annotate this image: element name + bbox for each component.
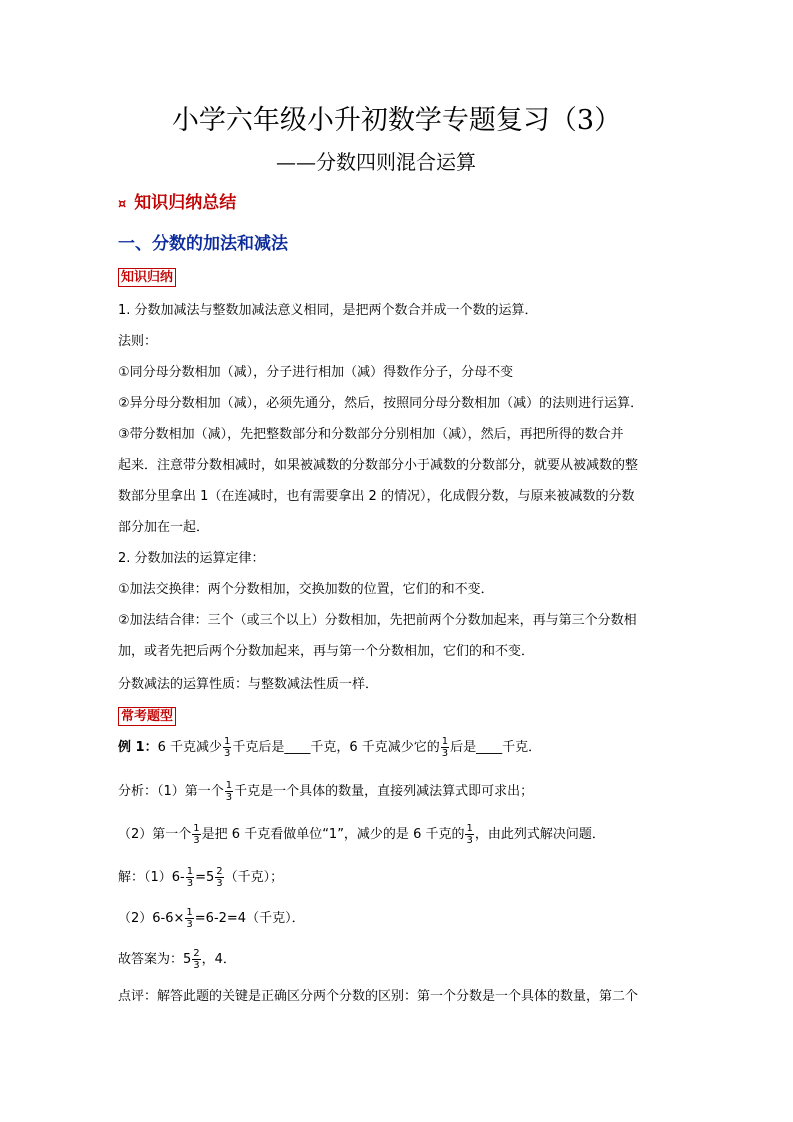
fraction (186, 866, 194, 889)
fraction-numerator: 1 (441, 736, 449, 747)
text-span: 6 千克减少 (157, 740, 222, 755)
fraction-denominator: 3 (223, 748, 231, 759)
text-line: ③带分数相加（减），先把整数部分和分数部分分别相加（减），然后，再把所得的数合并 (118, 427, 624, 442)
fraction-denominator: 3 (186, 878, 194, 889)
text-span: 千克，6 千克减少它的 (310, 740, 440, 755)
heading-fraction-add-subtract: 一、分数的加法和减法 (118, 234, 288, 254)
text-line: ①加法交换律：两个分数相加，交换加数的位置，它们的和不变． (118, 582, 494, 597)
fraction-denominator: 3 (193, 960, 200, 971)
comment-line: 点评：解答此题的关键是正确区分两个分数的区别：第一个分数是一个具体的数量，第二个 (118, 989, 639, 1004)
fraction-denominator: 3 (441, 748, 449, 759)
fraction (441, 736, 449, 759)
text-span: 千克后是 (232, 740, 285, 755)
text-line: 法则： (118, 334, 158, 349)
fraction-denominator: 3 (193, 835, 200, 846)
example-label: 例 1： (118, 740, 158, 755)
text-span: （千克）； (224, 870, 284, 885)
analysis-line-2 (118, 823, 605, 846)
text-span: （2）第一个 (118, 827, 192, 842)
analysis-line-1 (118, 780, 533, 803)
fraction-denominator: 3 (186, 919, 193, 930)
fraction (465, 823, 473, 846)
answer-line (118, 948, 236, 971)
text-line: ②加法结合律：三个（或三个以上）分数相加，先把前两个分数加起来，再与第三个分数相 (118, 613, 637, 628)
fraction (215, 866, 223, 889)
answer-blank: ____ (284, 740, 311, 755)
fraction-numerator: 2 (216, 866, 223, 877)
fraction (185, 907, 193, 930)
fraction-numerator: 1 (225, 780, 233, 791)
text-span: （2）6-6× (118, 911, 185, 926)
fraction (223, 736, 231, 759)
fraction-numerator: 1 (186, 866, 194, 877)
text-span: 故答案为：5 (118, 952, 192, 967)
document-subtitle: ——分数四则混合运算 (276, 150, 476, 174)
text-line: 2. 分数加法的运算定律： (118, 551, 265, 566)
solution-line-2 (118, 907, 305, 930)
text-line: 加，或者先把后两个分数加起来，再与第一个分数相加，它们的和不变． (118, 644, 535, 659)
text-span: 千克是一个具体的数量，直接列减法算式即可求出； (234, 784, 534, 799)
tag-knowledge-summary: 知识归纳 (118, 268, 176, 287)
text-span: ，由此列式解决问题． (474, 827, 605, 842)
fraction-denominator: 3 (216, 878, 223, 889)
text-span: 分析：（1）第一个 (118, 784, 224, 799)
text-line: 数部分里拿出 1（在连减时，也有需要拿出 2 的情况），化成假分数，与原来被减数的分数 (118, 489, 635, 504)
fraction-numerator: 1 (466, 823, 473, 834)
text-line: 部分加在一起． (118, 520, 210, 535)
section-heading-text: 知识归纳总结 (134, 193, 237, 213)
answer-blank: ____ (476, 740, 503, 755)
text-line: 分数减法的运算性质：与整数减法性质一样． (118, 677, 379, 692)
document-title: 小学六年级小升初数学专题复习（3） (171, 105, 622, 136)
text-span: =5 (195, 870, 215, 885)
fraction-denominator: 3 (225, 792, 233, 803)
text-line: 1. 分数加减法与整数加减法意义相同，是把两个数合并成一个数的运算． (118, 303, 538, 318)
text-span: 千克． (502, 740, 542, 755)
fraction-numerator: 1 (186, 907, 193, 918)
fraction (192, 823, 200, 846)
currency-mark-icon: ¤ (118, 197, 127, 212)
text-line: ①同分母分数相加（减），分子进行相加（减）得数作分子，分母不变 (118, 365, 514, 380)
text-span: 是把 6 千克看做单位“1”，减少的是 6 千克的 (201, 827, 465, 842)
text-line: ②异分母分数相加（减），必须先通分，然后，按照同分母分数相加（减）的法则进行运算． (118, 396, 644, 411)
fraction-numerator: 2 (193, 948, 200, 959)
fraction-numerator: 1 (193, 823, 200, 834)
text-span: ，4． (201, 952, 236, 967)
text-span: 后是 (450, 740, 477, 755)
text-line: 起来．注意带分数相减时，如果被减数的分数部分小于减数的分数部分，就要从被减数的整 (118, 458, 639, 473)
example-line (118, 736, 541, 759)
fraction (192, 948, 200, 971)
text-span: =6-2=4（千克）． (194, 911, 305, 926)
text-span: 解：（1）6- (118, 870, 185, 885)
fraction-numerator: 1 (223, 736, 231, 747)
section-heading (118, 188, 236, 213)
fraction-denominator: 3 (466, 835, 473, 846)
tag-common-questions: 常考题型 (118, 707, 176, 726)
fraction (225, 780, 233, 803)
solution-line-1 (118, 866, 283, 889)
